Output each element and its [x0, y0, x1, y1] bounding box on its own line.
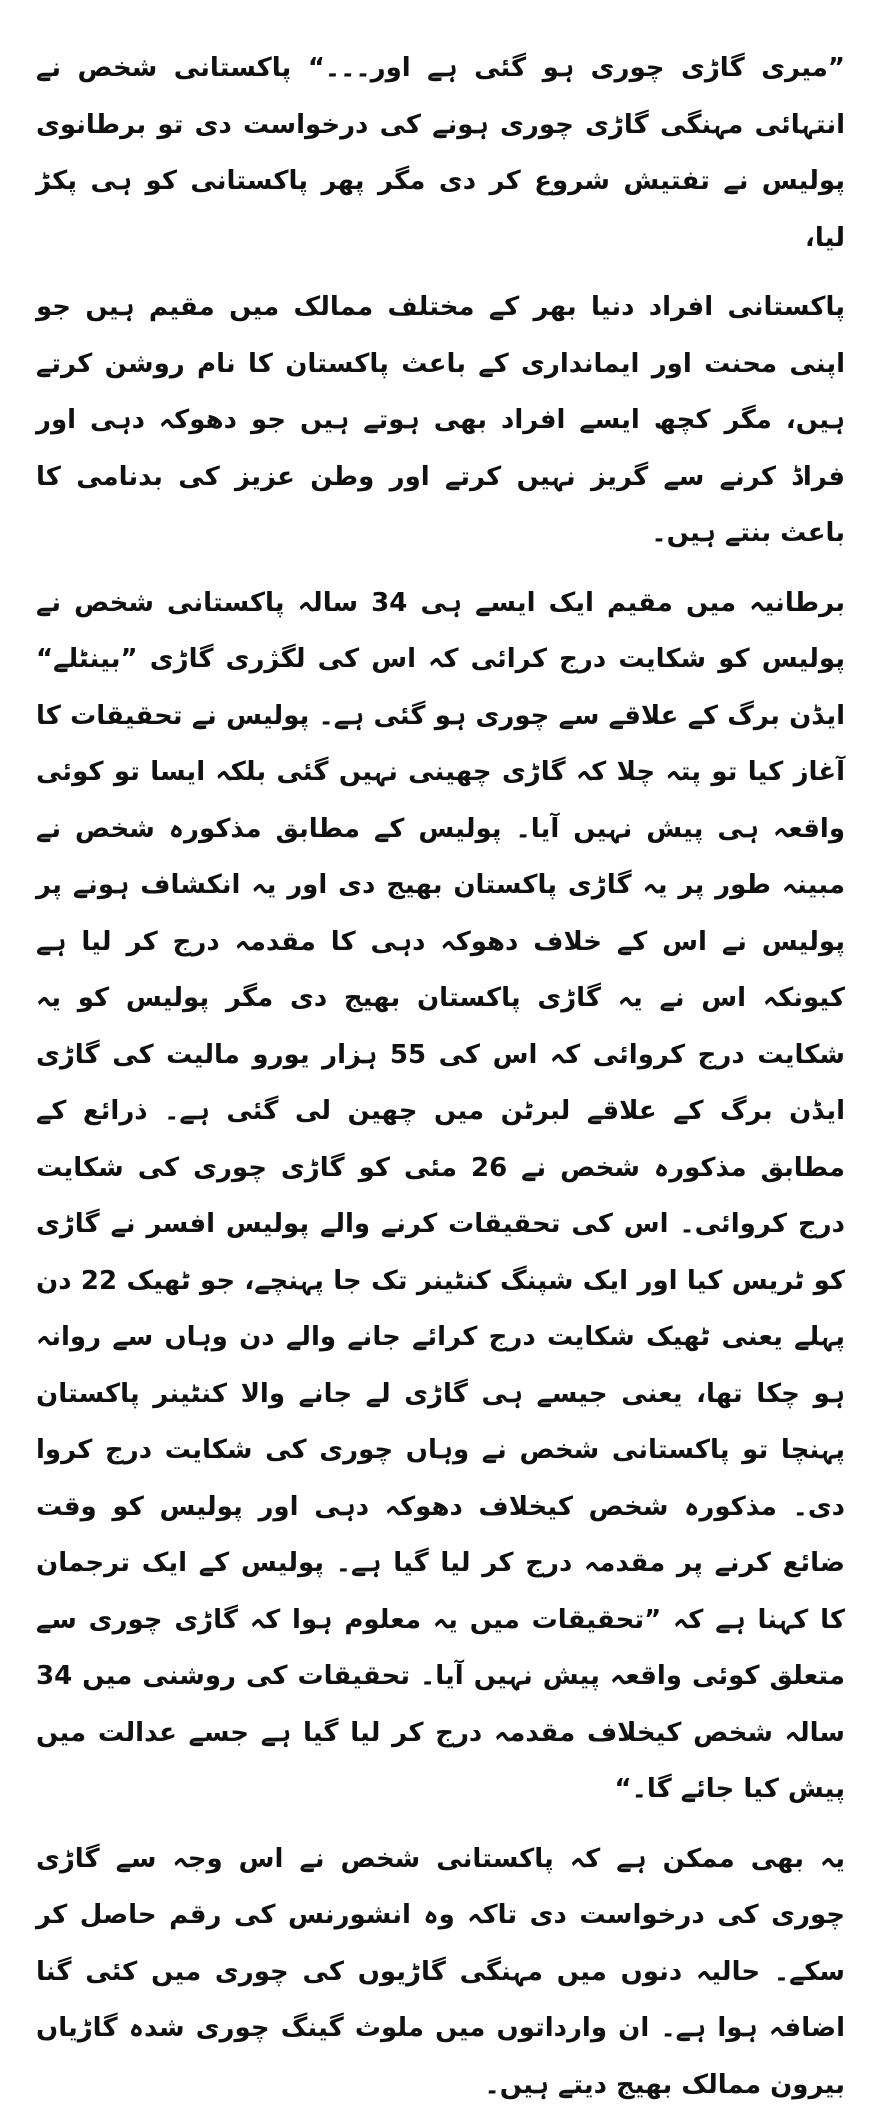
closing-paragraph: یہ بھی ممکن ہے کہ پاکستانی شخص نے اس وجہ سے گاڑی چوری کی درخواست دی تاکہ وہ انشورنس کی رقم حاصل کر سکے۔ حالیہ دنوں میں مہنگی گاڑیوں کی چوری میں کئی گنا اضافہ ہوا ہے۔ ان وارداتوں میں ملوث گینگ چوری شدہ گاڑیاں بیرون ممالک بھیج دیتے ہیں۔ [36, 1831, 845, 2113]
headline-paragraph: ”میری گاڑی چوری ہو گئی ہے اور۔۔۔“ پاکستانی شخص نے انتہائی مہنگی گاڑی چوری ہونے کی درخواست دی تو برطانوی پولیس نے تفتیش شروع کر دی مگر پھر پاکستانی کو ہی پکڑ لیا، [36, 40, 845, 266]
intro-paragraph: پاکستانی افراد دنیا بھر کے مختلف ممالک میں مقیم ہیں جو اپنی محنت اور ایمانداری کے باعث پاکستان کا نام روشن کرتے ہیں، مگر کچھ ایسے افراد بھی ہوتے ہیں جو دھوکہ دہی اور فراڈ کرنے سے گریز نہیں کرتے اور وطن عزیز کی بدنامی کا باعث بنتے ہیں۔ [36, 279, 845, 562]
body-paragraph: برطانیہ میں مقیم ایک ایسے ہی 34 سالہ پاکستانی شخص نے پولیس کو شکایت درج کرائی کہ اس کی لگژری گاڑی ”بینٹلے“ ایڈن برگ کے علاقے سے چوری ہو گئی ہے۔ پولیس نے تحقیقات کا آغاز کیا تو پتہ چلا کہ گاڑی چھینی نہیں گئی بلکہ ایسا تو کوئی واقعہ ہی پیش نہیں آیا۔ پولیس کے مطابق مذکورہ شخص نے مبینہ طور پر یہ گاڑی پاکستان بھیج دی اور یہ انکشاف ہونے پر پولیس نے اس کے خلاف دھوکہ دہی کا مقدمہ درج کر لیا ہے کیونکہ اس نے یہ گاڑی پاکستان بھیج دی مگر پولیس کو یہ شکایت درج کروائی کہ اس کی 55 ہزار یورو مالیت کی گاڑی ایڈن برگ کے علاقے لبرٹن میں چھین لی گئی ہے۔ ذرائع کے مطابق مذکورہ شخص نے 26 مئی کو گاڑی چوری کی شکایت درج کروائی۔ اس کی تحقیقات کرنے والے پولیس افسر نے گاڑی کو ٹریس کیا اور ایک شپنگ کنٹینر تک جا پہنچے، جو ٹھیک 22 دن پہلے یعنی ٹھیک شکایت درج کرائے جانے والے دن وہاں سے روانہ ہو چکا تھا، یعنی جیسے ہی گاڑی لے جانے والا کنٹینر پاکستان پہنچا تو پاکستانی شخص نے وہاں چوری کی شکایت درج کروا دی۔ مذکورہ شخص کیخلاف دھوکہ دہی اور پولیس کو وقت ضائع کرنے پر مقدمہ درج کر لیا گیا ہے۔ پولیس کے ایک ترجمان کا کہنا ہے کہ ”تحقیقات میں یہ معلوم ہوا کہ گاڑی چوری سے متعلق کوئی واقعہ پیش نہیں آیا۔ تحقیقات کی روشنی میں 34 سالہ شخص کیخلاف مقدمہ درج کر لیا گیا ہے جسے عدالت میں پیش کیا جائے گا۔“ [36, 575, 845, 1818]
